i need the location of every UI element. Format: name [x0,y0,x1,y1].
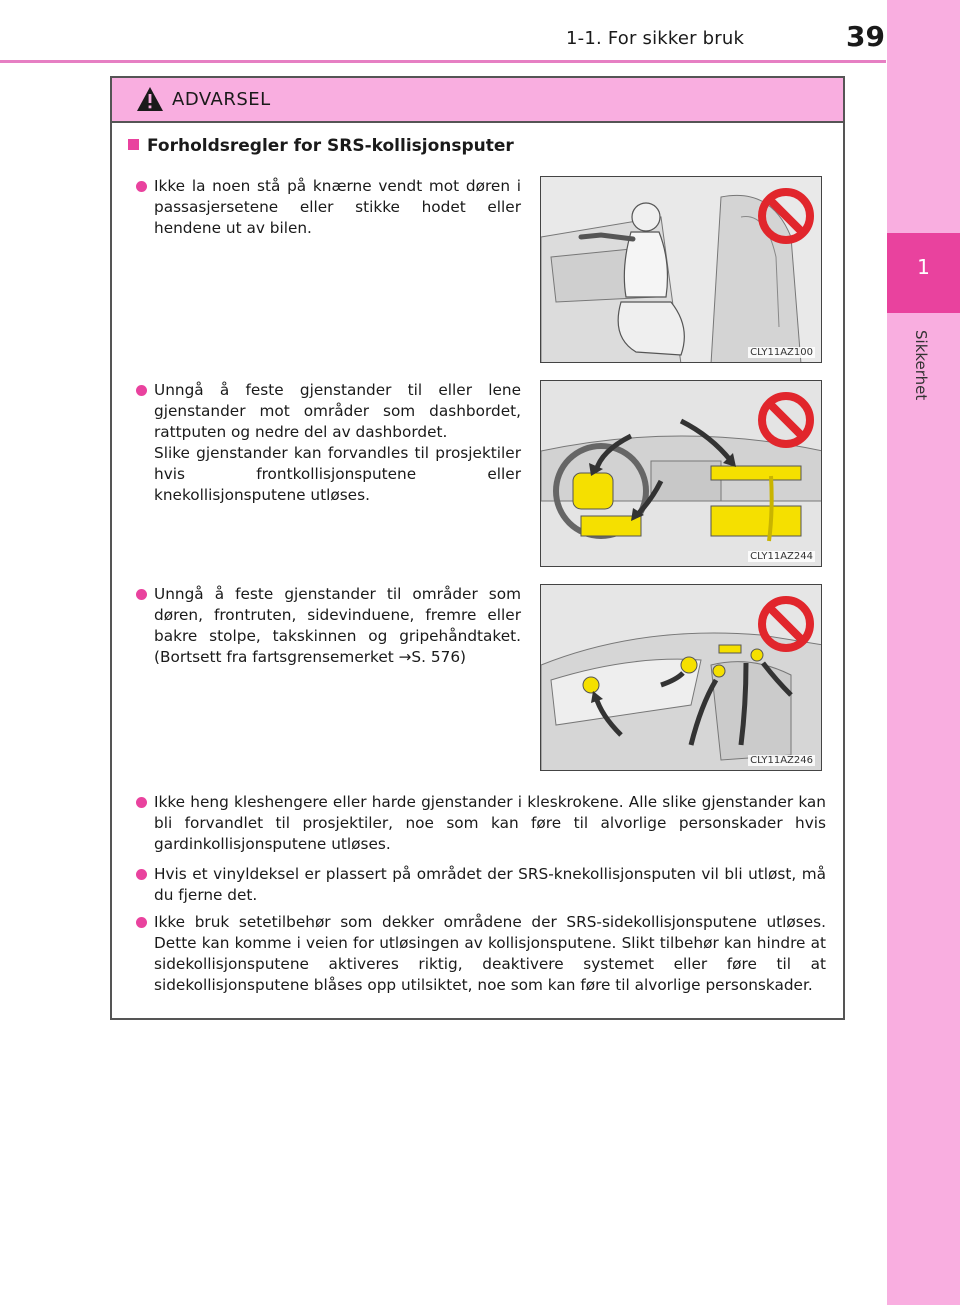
warning-triangle-icon [136,86,164,112]
list-item [154,864,826,906]
bullet-icon [136,589,147,600]
prohibited-icon [757,595,815,653]
prohibited-icon [757,391,815,449]
section-heading-text: Forholdsregler for SRS-kollisjonsputer [147,136,514,156]
chapter-tab [887,233,960,313]
item-text: Ikke la noen stå på knærne vendt mot døren i passasjersetene eller stikke hodet eller hendene ut av bilen. [154,177,521,237]
chapter-number: 1 [917,255,930,279]
bullet-icon [136,797,147,808]
list-item [154,912,826,996]
list-item [154,792,826,855]
item-text: Ikke bruk setetilbehør som dekker områdene der SRS-sidekollisjonsputene utløses. Dette kan komme i veien for utløsingen av kollisjonsputene. Slikt tilbehør kan hindre at sidekollisjonsputene aktiveres riktig, deaktivere systemet eller føre til at sidekollisjonsputene blåses opp utilsiktet, noe som kan føre til alvorlige personskader. [154,913,826,994]
item-text: Ikke heng kleshengere eller harde gjenstander i kleskrokene. Alle slike gjenstander kan bli forvandlet til prosjektiler, noe som kan føre til alvorlige personskader hvis gardinkollisjonsputene utløses. [154,793,826,853]
item-text: Unngå å feste gjenstander til eller lene gjenstander mot områder som dashbordet, rattputen og nedre del av dashbordet. [154,381,521,441]
bullet-icon [136,917,147,928]
page-number: 39 [846,20,885,53]
warning-title: ADVARSEL [172,89,271,110]
square-bullet-icon [128,139,139,150]
list-item [154,176,521,239]
list-item [154,584,521,668]
image-code: CLY11AZ246 [750,755,813,766]
prohibited-icon [757,187,815,245]
section-heading [128,136,514,156]
image-code: CLY11AZ244 [750,551,813,562]
bullet-icon [136,869,147,880]
warning-header [112,78,843,123]
chapter-label: Sikkerhet [912,330,930,401]
header-rule [0,60,886,63]
image-code: CLY11AZ100 [750,347,813,358]
illustration-dashboard-objects [540,380,822,567]
item-text: Unngå å feste gjenstander til områder som døren, frontruten, sidevinduene, fremre eller bakre stolpe, takskinnen og gripehåndtaket. (Bortsett fra fartsgrensemerket →S. 576) [154,585,521,666]
bullet-icon [136,181,147,192]
section-title: 1-1. For sikker bruk [566,28,745,49]
bullet-icon [136,385,147,396]
illustration-kneeling-passenger [540,176,822,363]
illustration-window-objects [540,584,822,771]
item-text: Hvis et vinyldeksel er plassert på området der SRS-knekollisjonsputen vil bli utløst, må du fjerne det. [154,865,826,904]
list-item [154,380,521,506]
item-text-continued: Slike gjenstander kan forvandles til prosjektiler hvis frontkollisjonsputene eller knekollisjonsputene utløses. [154,444,521,504]
chapter-tab-strip [887,0,960,1305]
